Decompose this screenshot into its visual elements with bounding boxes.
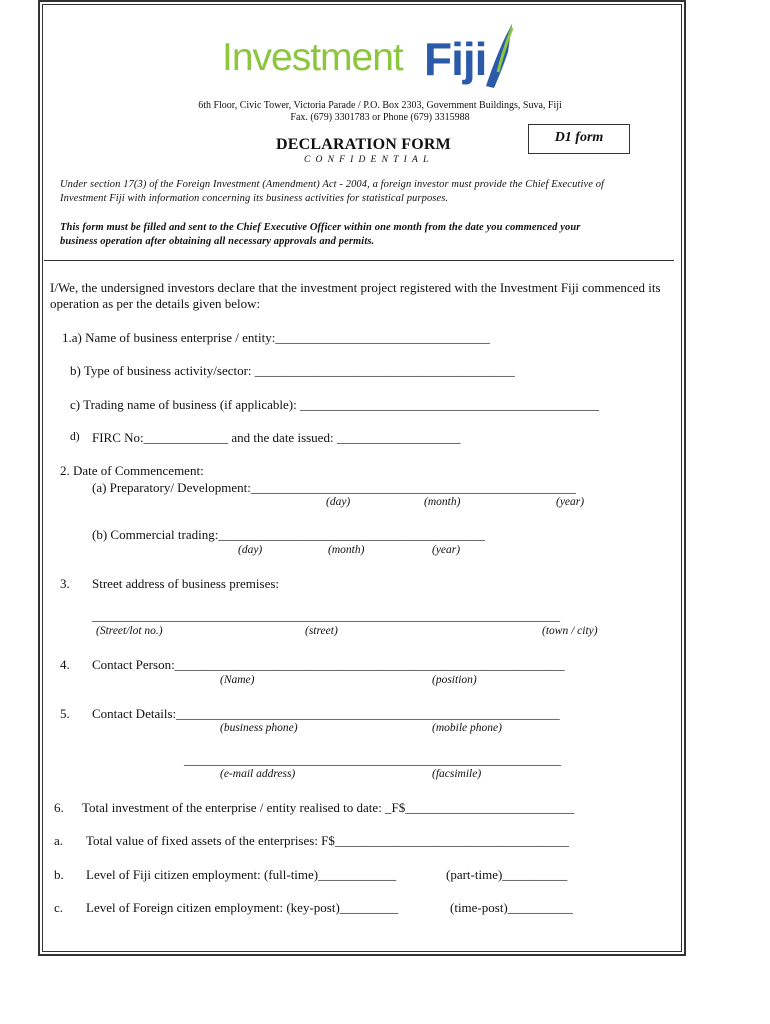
field-fiji-parttime-employment[interactable]: (part-time)__________ xyxy=(446,867,568,882)
label-year: (year) xyxy=(556,496,585,508)
section-date-of-commencement: 2. Date of Commencement: xyxy=(60,463,204,478)
item-a-label: a. xyxy=(54,833,64,848)
declaration-line-1: I/We, the undersigned investors declare that the investment project registered with the Investment Fiji commenced its xyxy=(50,280,661,295)
field-fiji-fulltime-employment[interactable]: Level of Fiji citizen employment: (full-time)____________ xyxy=(86,867,397,882)
label-name: (Name) xyxy=(220,674,255,686)
field-trading-name[interactable]: c) Trading name of business (if applicable): ______________________________________________ xyxy=(70,397,599,412)
label-street-address: Street address of business premises: xyxy=(92,576,280,591)
field-email-fax[interactable]: __________________________________________________________ xyxy=(184,752,561,767)
label-year: (year) xyxy=(432,544,461,556)
label-position: (position) xyxy=(432,674,477,686)
label-business-phone: (business phone) xyxy=(220,722,298,734)
label-mobile-phone: (mobile phone) xyxy=(432,722,502,734)
intro-line-1: Under section 17(3) of the Foreign Investment (Amendment) Act - 2004, a foreign investor must provide the Chief Executive of xyxy=(60,179,605,190)
declaration-line-2: operation as per the details given below: xyxy=(50,296,261,311)
item-c-label: c. xyxy=(54,900,64,915)
field-preparatory-date[interactable]: (a) Preparatory/ Development:__________________________________________________ xyxy=(92,480,576,495)
label-facsimile: (facsimile) xyxy=(432,768,482,780)
logo-swoosh-icon xyxy=(484,22,514,92)
field-firc-number[interactable]: FIRC No:_____________ and the date issued: ___________________ xyxy=(92,430,461,445)
field-contact-person[interactable]: Contact Person:____________________________________________________________ xyxy=(92,657,565,672)
field-foreign-keypost-employment[interactable]: Level of Foreign citizen employment: (key-post)_________ xyxy=(86,900,399,915)
intro-bold-line-2: business operation after obtaining all necessary approvals and permits. xyxy=(60,236,375,247)
label-month: (month) xyxy=(328,544,365,556)
label-town-city: (town / city) xyxy=(542,625,598,637)
field-foreign-timepost-employment[interactable]: (time-post)__________ xyxy=(450,900,573,915)
section-divider xyxy=(44,260,674,261)
field-commercial-trading-date[interactable]: (b) Commercial trading:_________________________________________ xyxy=(92,527,485,542)
address-line-1: 6th Floor, Civic Tower, Victoria Parade / P.O. Box 2303, Government Buildings, Suva, Fiji xyxy=(198,100,562,111)
item-4-number: 4. xyxy=(60,657,70,672)
label-day: (day) xyxy=(238,544,263,556)
field-contact-details[interactable]: Contact Details:___________________________________________________________ xyxy=(92,706,560,721)
field-total-investment[interactable]: Total investment of the enterprise / entity realised to date: _F$__________________________ xyxy=(82,800,575,815)
intro-line-2: Investment Fiji with information concerning its business activities for statistical purposes. xyxy=(60,193,449,204)
label-month: (month) xyxy=(424,496,461,508)
item-6-number: 6. xyxy=(54,800,64,815)
field-fixed-assets[interactable]: Total value of fixed assets of the enterprises: F$____________________________________ xyxy=(86,833,569,848)
field-street-address[interactable]: ________________________________________________________________________ xyxy=(92,608,560,623)
address-line-2: Fax. (679) 3301783 or Phone (679) 3315988 xyxy=(290,112,470,123)
field-business-activity[interactable]: b) Type of business activity/sector: ________________________________________ xyxy=(70,363,515,378)
confidential-label: CONFIDENTIAL xyxy=(304,155,434,165)
label-street: (street) xyxy=(305,625,338,637)
page-title: DECLARATION FORM xyxy=(276,136,451,153)
label-email: (e-mail address) xyxy=(220,768,296,780)
label-street-lot: (Street/lot no.) xyxy=(96,625,163,637)
item-5-number: 5. xyxy=(60,706,70,721)
item-b-label: b. xyxy=(54,867,64,882)
item-3-number: 3. xyxy=(60,576,70,591)
form-code-box: D1 form xyxy=(528,124,630,154)
field-business-name[interactable]: 1.a) Name of business enterprise / entity:_________________________________ xyxy=(62,330,490,345)
label-day: (day) xyxy=(326,496,351,508)
logo-word-investment: Investment xyxy=(222,36,403,79)
intro-bold-line-1: This form must be filled and sent to the Chief Executive Officer within one month from the date you commenced your xyxy=(60,222,581,233)
item-d-label: d) xyxy=(70,431,80,443)
logo-word-fiji: Fiji xyxy=(424,33,487,85)
